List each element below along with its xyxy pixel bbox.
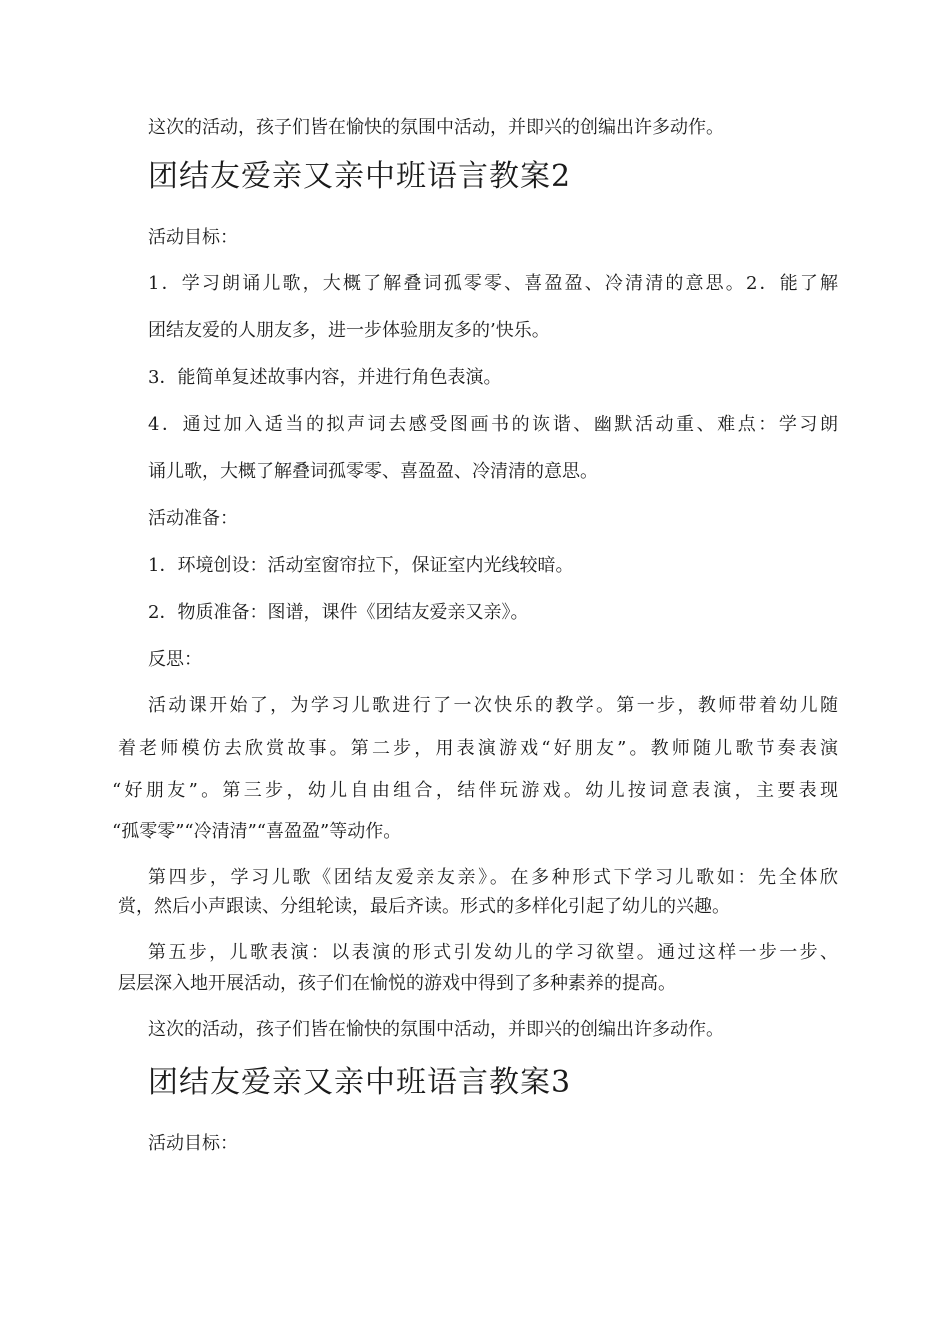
subheading-reflection: 反思： [148,649,202,670]
goal-line: 4．通过加入适当的拟声词去感受图画书的诙谐、幽默活动重、难点：学习朗 [148,414,838,435]
preparation-line: 1．环境创设：活动室窗帘拉下，保证室内光线较暗。 [148,555,574,576]
section-heading-2: 团结友爱亲又亲中班语言教案2 [148,159,572,194]
subheading-preparation: 活动准备： [148,508,238,529]
subheading-goals: 活动目标： [148,227,238,248]
goal-line: 诵儿歌，大概了解叠词孤零零、喜盈盈、冷清清的意思。 [148,461,598,482]
reflection-line: 第四步，学习儿歌《团结友爱亲友亲》。在多种形式下学习儿歌如：先全体欣 [148,867,838,888]
reflection-line: 第五步，儿歌表演：以表演的形式引发幼儿的学习欲望。通过这样一步一步、 [148,942,838,963]
reflection-line: 活动课开始了，为学习儿歌进行了一次快乐的教学。第一步，教师带着幼儿随 [148,695,838,716]
reflection-line: “孤零零”“冷清清”“喜盈盈”等动作。 [112,821,402,842]
paragraph-closing-2: 这次的活动，孩子们皆在愉快的氛围中活动，并即兴的创编出许多动作。 [148,1019,724,1040]
reflection-line: 层层深入地开展活动，孩子们在愉悦的游戏中得到了多种素养的提高。 [118,973,676,994]
section-heading-3: 团结友爱亲又亲中班语言教案3 [148,1065,572,1100]
reflection-line: “好朋友”。第三步，幼儿自由组合，结伴玩游戏。幼儿按词意表演，主要表现 [112,780,838,801]
paragraph-closing-1: 这次的活动，孩子们皆在愉快的氛围中活动，并即兴的创编出许多动作。 [148,117,724,138]
goal-line: 3．能简单复述故事内容，并进行角色表演。 [148,367,502,388]
subheading-goals: 活动目标： [148,1133,238,1154]
goal-line: 团结友爱的人朋友多，进一步体验朋友多的’快乐。 [148,320,550,341]
reflection-line: 着老师模仿去欣赏故事。第二步，用表演游戏“好朋友”。教师随儿歌节奏表演 [118,738,838,759]
goal-line: 1．学习朗诵儿歌，大概了解叠词孤零零、喜盈盈、冷清清的意思。2．能了解 [148,273,838,294]
reflection-line: 赏，然后小声跟读、分组轮读，最后齐读。形式的多样化引起了幼儿的兴趣。 [118,896,730,917]
preparation-line: 2．物质准备：图谱，课件《团结友爱亲又亲》。 [148,602,529,623]
